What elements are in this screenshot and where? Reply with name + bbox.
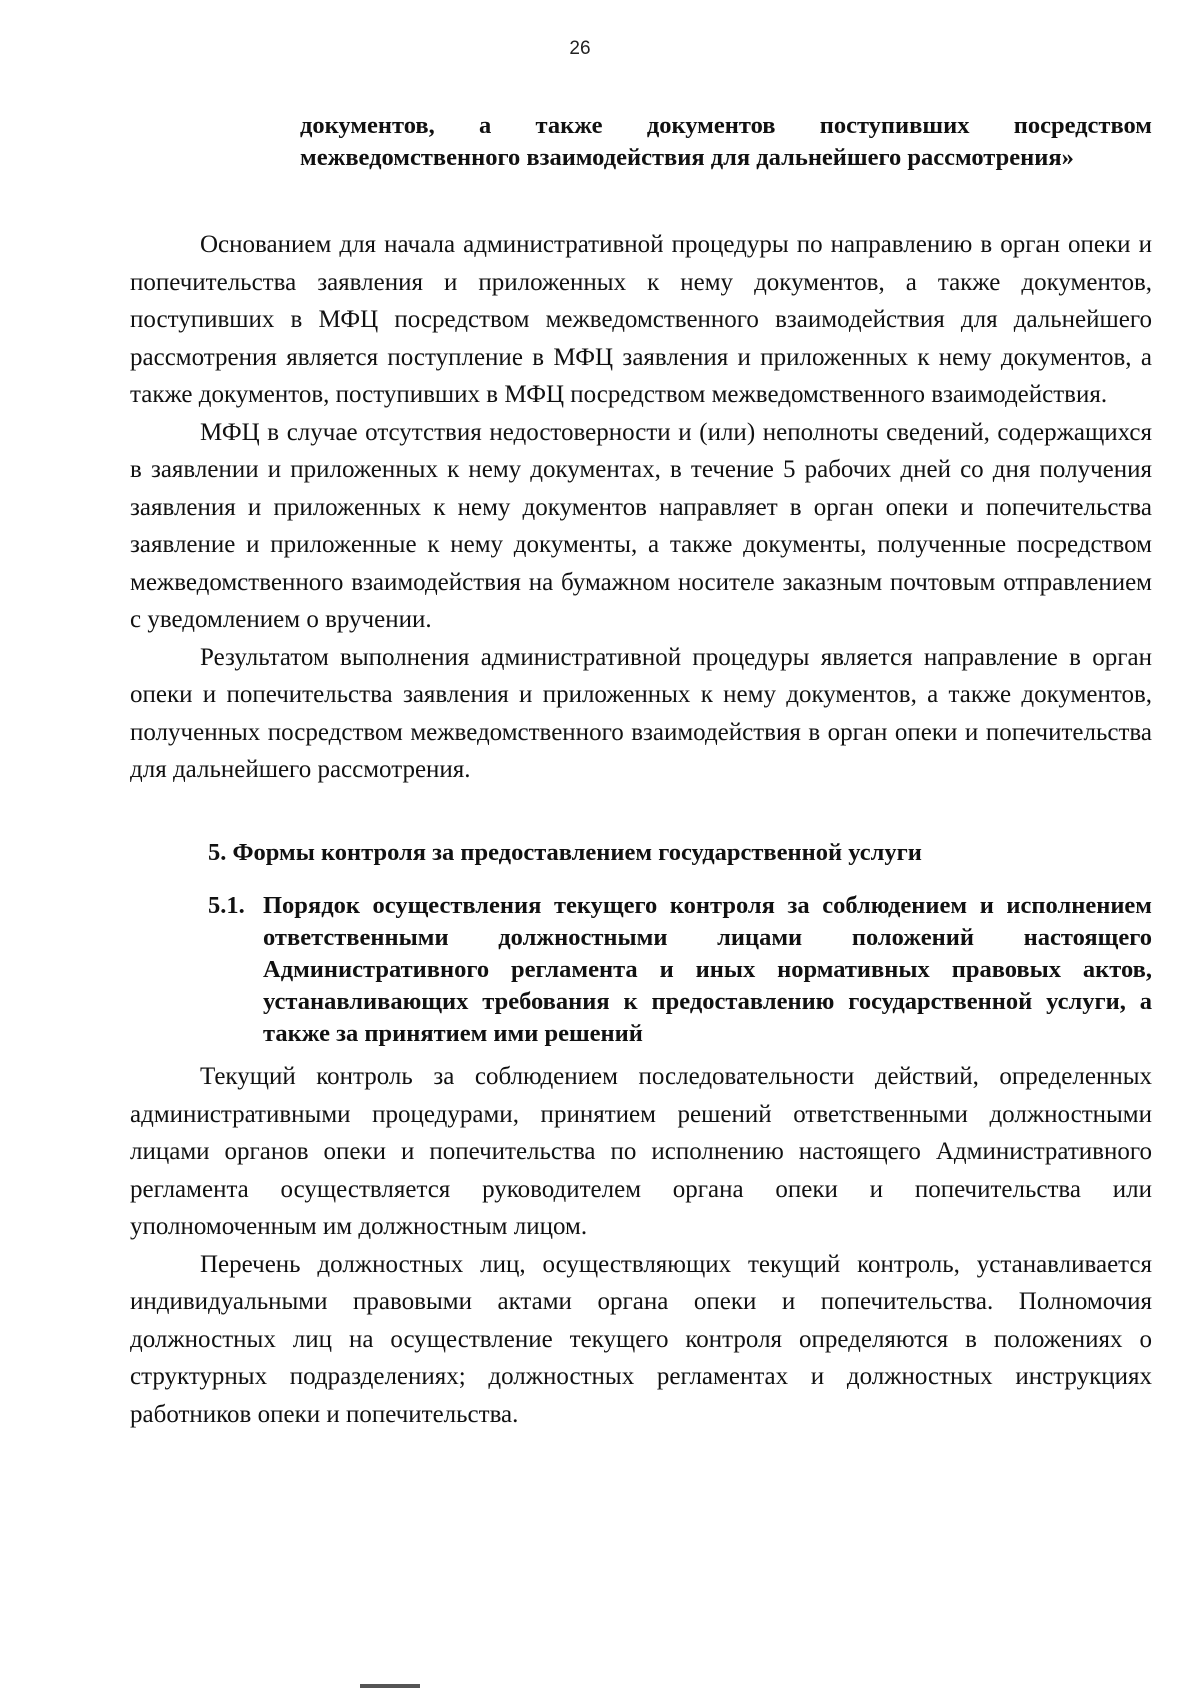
page-number: 26 [569,38,591,59]
paragraph-basis: Основанием для начала административной процедуры по направлению в орган опеки и попечительства заявления и приложенных к нему документов, а также документов, поступивших в МФЦ посредством межведомственного взаимодействия для дальнейшего рассмотрения является поступление в МФЦ заявления и приложенных к нему документов, а также документов, поступивших в МФЦ посредством межведомственного взаимодействия. [130,231,1152,408]
paragraph-group-b [130,1058,1152,1433]
paragraph-result: Результатом выполнения административной процедуры является направление в орган опеки и попечительства заявления и приложенных к нему документов, а также документов, полученных посредством межведомственного взаимодействия в орган опеки и попечительства для дальнейшего рассмотрения. [130,643,1152,783]
paragraph-officials-list: Перечень должностных лиц, осуществляющих текущий контроль, устанавливается индивидуальными правовыми актами органа опеки и попечительства. Полномочия должностных лиц на осуществление текущего контроля определяются в положениях о структурных подразделениях; должностных регламентах и должностных инструкциях работников опеки и попечительства. [130,1250,1152,1428]
section-5-1-title: Порядок осуществления текущего контроля за соблюдением и исполнением ответственными должностными лицами положений настоящего Административного регламента и иных нормативных правовых актов, устанавливающих требования к предоставлению государственной услуги, а также за принятием ими решений [263,892,1152,1047]
scan-artifact-mark [360,1684,420,1688]
paragraph-current-control: Текущий контроль за соблюдением последовательности действий, определенных административными процедурами, принятием решений ответственными должностными лицами органов опеки и попечительства по исполнению настоящего Административного регламента осуществляется руководителем органа опеки и попечительства или уполномоченным им должностным лицом. [130,1063,1152,1240]
paragraph-mfc-procedure: МФЦ в случае отсутствия недостоверности и (или) неполноты сведений, содержащихся в заявлении и приложенных к нему документах, в течение 5 рабочих дней со дня получения заявления и приложенных к нему документов направляет в орган опеки и попечительства заявление и приложенные к нему документы, а также документы, полученные посредством межведомственного взаимодействия на бумажном носителе заказным почтовым отправлением с уведомлением о вручении. [130,418,1152,633]
intro-heading: документов, а также документов поступивших посредством межведомственного взаимодействия для дальнейшего рассмотрения» [300,112,1152,171]
section-5-title: 5. Формы контроля за предоставлением государственной услуги [208,839,922,866]
section-5-1-heading [208,890,1152,1050]
paragraph-group-a [130,226,1152,789]
section-5-1-number: 5.1. [208,892,245,919]
